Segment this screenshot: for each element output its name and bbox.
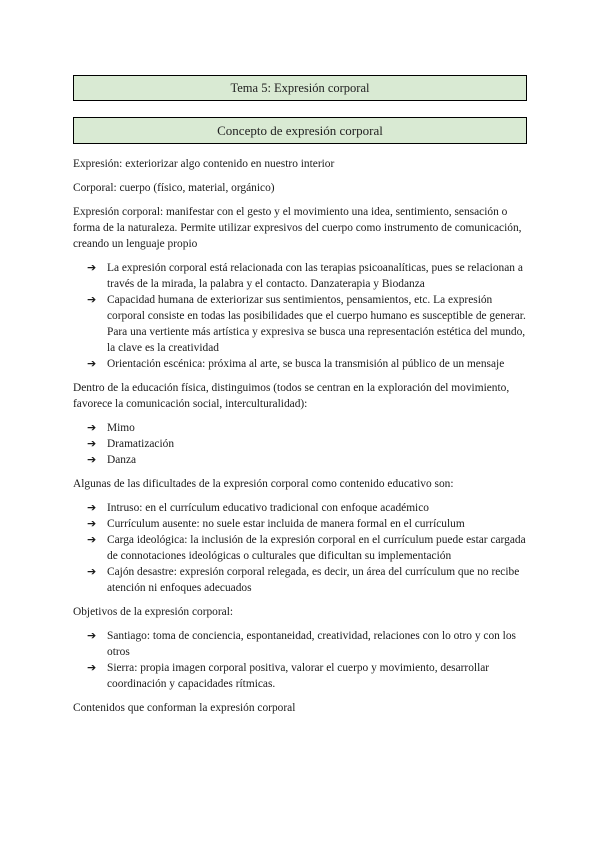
list-item: ➔ Sierra: propia imagen corporal positiva, valorar el cuerpo y movimiento, desarrollar coordinación y capacidades rítmicas. <box>87 661 490 690</box>
list-item: ➔ Danza <box>87 453 137 466</box>
right-arrow-icon: ➔ <box>87 565 97 578</box>
right-arrow-icon: ➔ <box>87 517 97 530</box>
paragraph-expresion-corporal: Expresión corporal: manifestar con el gesto y el movimiento una idea, sentimiento, sensación o forma de la naturaleza. Permite utilizar expresivos del cuerpo como instrumento de comunicación, creando un lenguaje propio <box>73 206 522 250</box>
list-item: ➔ Mimo <box>87 421 135 434</box>
right-arrow-icon: ➔ <box>87 293 97 306</box>
paragraph-dificultades: Algunas de las dificultades de la expresión corporal como contenido educativo son: <box>73 478 454 490</box>
paragraph-expresion: Expresión: exteriorizar algo contenido en nuestro interior <box>73 158 335 170</box>
list-item: ➔ Intruso: en el currículum educativo tradicional con enfoque académico <box>87 501 429 514</box>
list-characteristics <box>73 260 533 372</box>
paragraph-corporal: Corporal: cuerpo (físico, material, orgánico) <box>73 182 275 194</box>
right-arrow-icon: ➔ <box>87 357 97 370</box>
list-item: ➔ Currículum ausente: no suele estar incluida de manera formal en el currículum <box>87 517 465 530</box>
right-arrow-icon: ➔ <box>87 421 97 434</box>
list-disciplines <box>73 420 533 468</box>
right-arrow-icon: ➔ <box>87 453 97 466</box>
list-item: ➔ Santiago: toma de conciencia, espontaneidad, creatividad, relaciones con lo otro y con los otros <box>87 629 516 658</box>
document-body <box>73 156 533 724</box>
section-title: Concepto de expresión corporal <box>217 122 383 138</box>
list-item: ➔ Capacidad humana de exteriorizar sus sentimientos, pensamientos, etc. La expresión corporal consiste en todas las posibilidades que el cuerpo humano es susceptible de generar. Para una vertiente más artística y expresiva se busca una representación estética del mundo, la clave es la creatividad <box>87 293 526 354</box>
paragraph-objetivos: Objetivos de la expresión corporal: <box>73 606 234 618</box>
list-item: ➔ Orientación escénica: próxima al arte, se busca la transmisión al público de un mensaje <box>87 357 505 370</box>
list-objectives <box>73 628 533 692</box>
title-box <box>73 75 527 101</box>
list-item: ➔ Dramatización <box>87 437 175 450</box>
list-difficulties <box>73 500 533 596</box>
list-item: ➔ Carga ideológica: la inclusión de la expresión corporal en el currículum puede estar cargada de connotaciones ideológicas o culturales que dificultan su implementación <box>87 533 526 562</box>
subtitle-box <box>73 117 527 144</box>
paragraph-educacion-fisica: Dentro de la educación física, distinguimos (todos se centran en la exploración del movimiento, favorece la comunicación social, interculturalidad): <box>73 382 510 410</box>
right-arrow-icon: ➔ <box>87 661 97 674</box>
right-arrow-icon: ➔ <box>87 261 97 274</box>
list-item: ➔ Cajón desastre: expresión corporal relegada, es decir, un área del currículum que no recibe atención ni enfoques adecuados <box>87 565 520 594</box>
list-item: ➔ La expresión corporal está relacionada con las terapias psicoanalíticas, pues se relacionan a través de la mirada, la palabra y el contacto. Danzaterapia y Biodanza <box>87 261 523 290</box>
right-arrow-icon: ➔ <box>87 501 97 514</box>
page-title: Tema 5: Expresión corporal <box>230 80 370 95</box>
paragraph-contenidos: Contenidos que conforman la expresión corporal <box>73 702 296 714</box>
right-arrow-icon: ➔ <box>87 533 97 546</box>
right-arrow-icon: ➔ <box>87 629 97 642</box>
right-arrow-icon: ➔ <box>87 437 97 450</box>
